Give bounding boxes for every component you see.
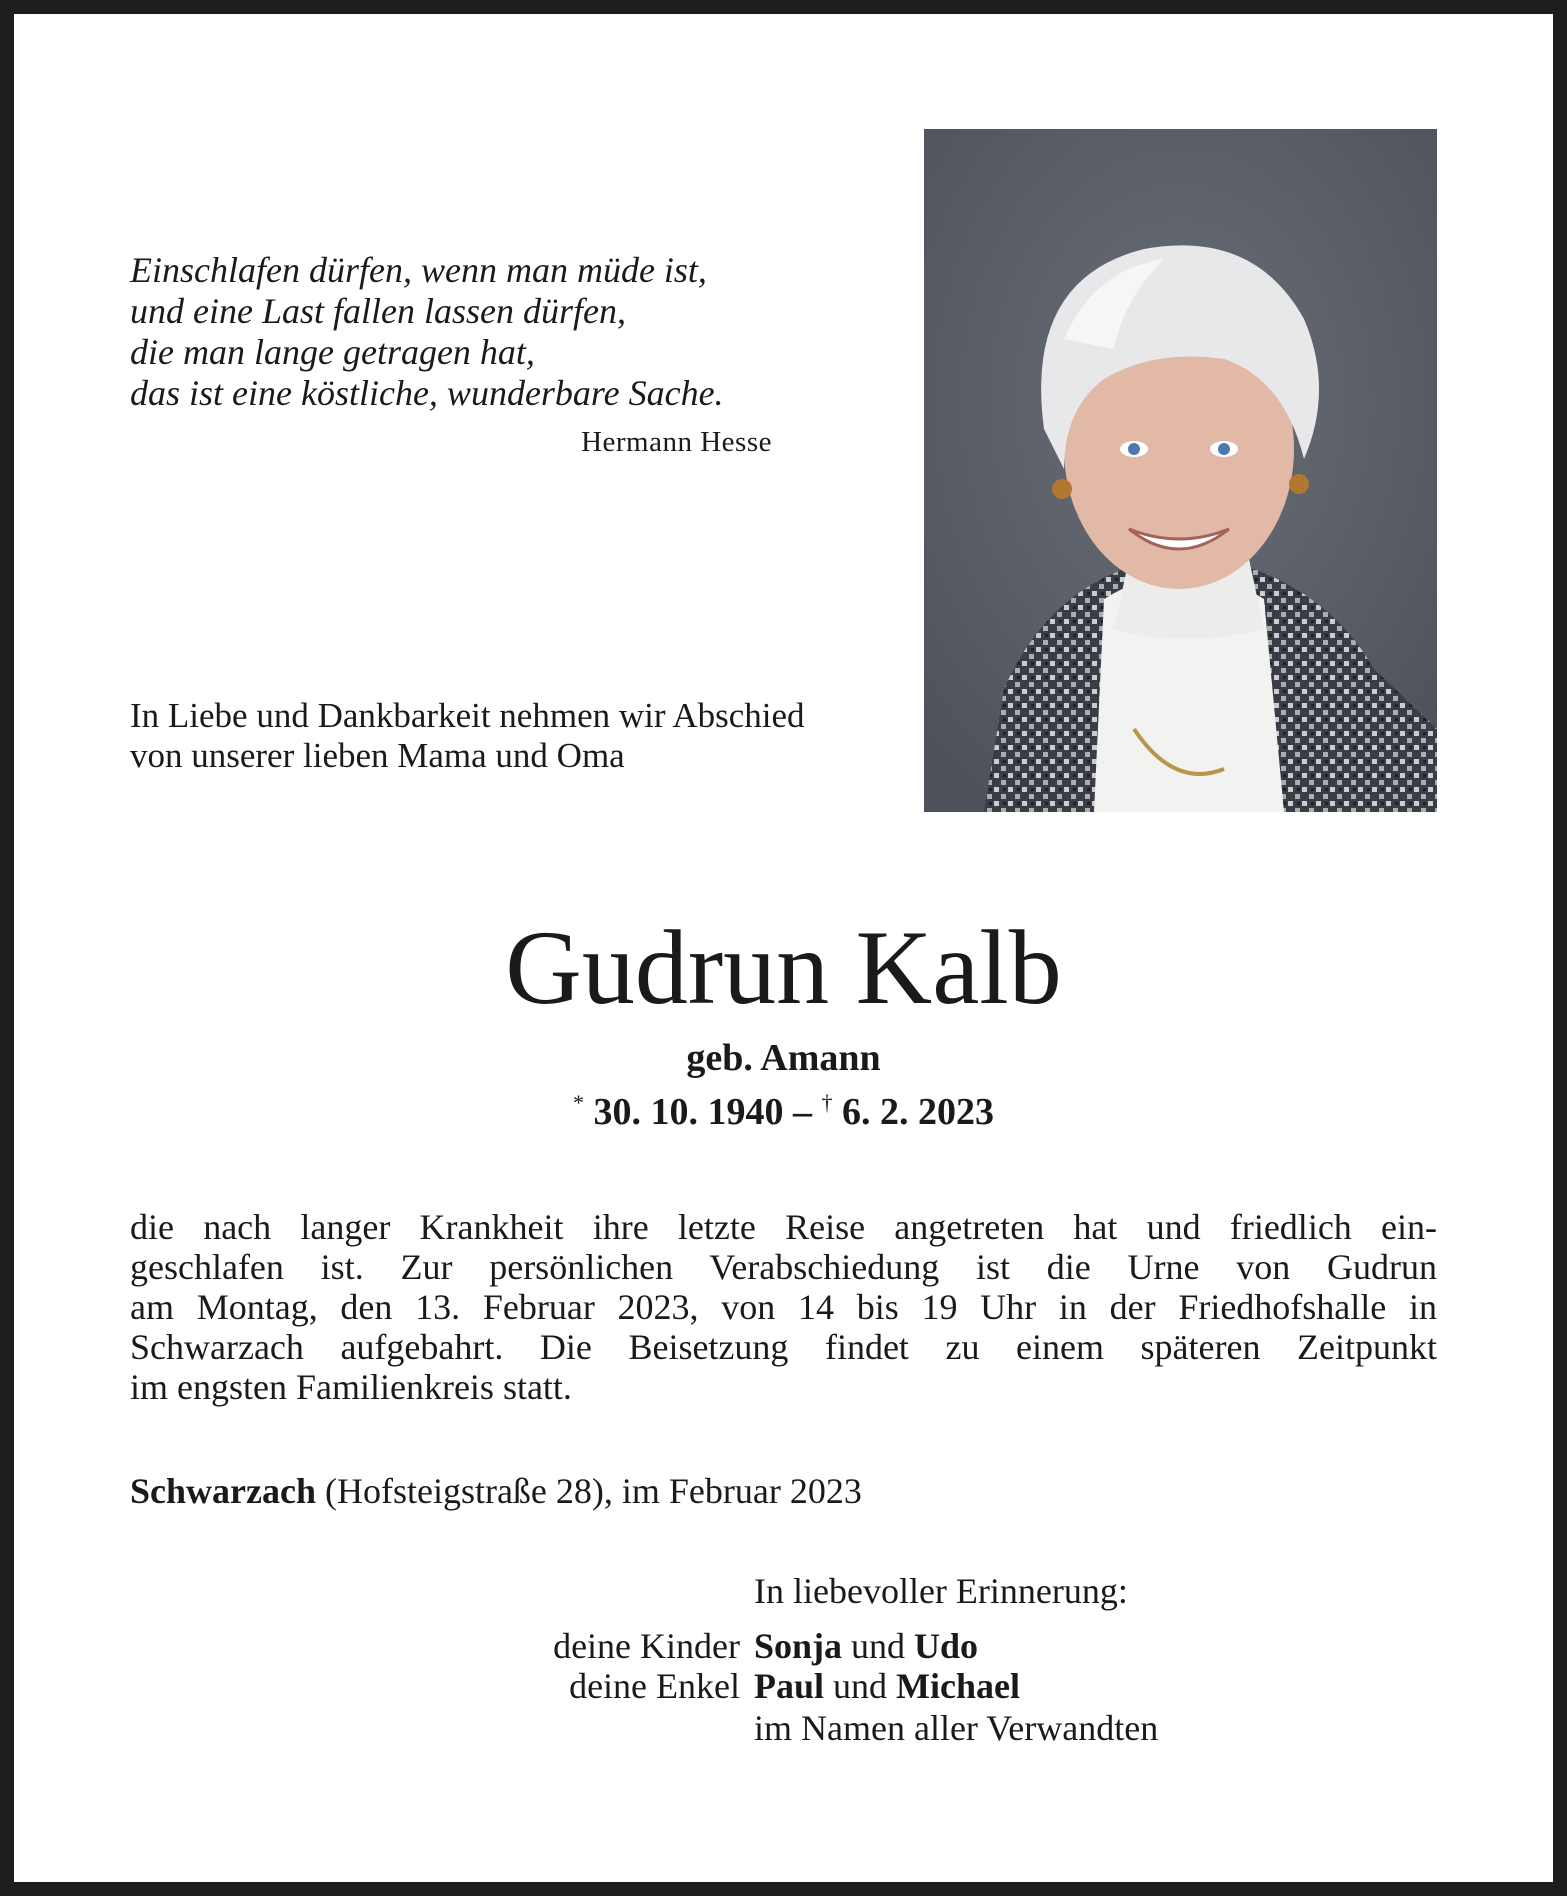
and-word: und: [842, 1626, 915, 1666]
quote-line: und eine Last fallen lassen dürfen,: [130, 291, 626, 331]
quote-line: Einschlafen dürfen, wenn man müde ist,: [130, 250, 707, 290]
body-line: Schwarzach aufgebahrt. Die Beisetzung findet zu einem späteren Zeitpunkt: [130, 1327, 1437, 1367]
children-label: deine Kinder: [553, 1626, 740, 1666]
portrait-photo: [924, 129, 1437, 812]
child-name: Sonja: [754, 1626, 843, 1666]
quote-author: Hermann Hesse: [581, 426, 772, 458]
grandchild-name: Paul: [754, 1666, 825, 1706]
body-line: im engsten Familienkreis statt.: [130, 1367, 572, 1407]
closing-row: [0, 1708, 1567, 1748]
quote-line: die man lange getragen hat,: [130, 332, 535, 372]
children-row: [0, 1626, 1567, 1666]
date-separator: –: [793, 1091, 812, 1133]
birth-symbol: *: [573, 1090, 584, 1115]
portrait-photo-icon: [924, 129, 1437, 812]
deceased-name: Gudrun Kalb: [505, 909, 1062, 1026]
grandchild-name: Michael: [896, 1666, 1020, 1706]
quote-line: das ist eine köstliche, wunderbare Sache.: [130, 373, 724, 413]
death-date: 6. 2. 2023: [842, 1091, 994, 1133]
and-word: und: [824, 1666, 897, 1706]
announcement-text: [130, 1207, 1437, 1407]
place-date-line: [130, 1470, 1230, 1512]
birth-name: geb. Amann: [686, 1037, 881, 1079]
body-line: am Montag, den 13. Februar 2023, von 14 bis 19 Uhr in der Friedhofshalle in: [130, 1287, 1437, 1327]
closing-text: im Namen aller Verwandten: [754, 1708, 1159, 1748]
remembrance-heading: In liebevoller Erinnerung:: [754, 1571, 1128, 1611]
death-symbol: †: [821, 1090, 833, 1115]
intro-text: In Liebe und Dankbarkeit nehmen wir Abschied von unserer lieben Mama und Oma: [130, 696, 805, 775]
place-rest: (Hofsteigstraße 28), im Februar 2023: [315, 1471, 862, 1511]
body-line: die nach langer Krankheit ihre letzte Reise angetreten hat und friedlich ein-: [130, 1207, 1437, 1247]
body-line: geschlafen ist. Zur persönlichen Verabschiedung ist die Urne von Gudrun: [130, 1247, 1437, 1287]
grandchildren-row: [0, 1666, 1567, 1706]
grandchildren-names: [754, 1666, 1020, 1706]
life-dates: [0, 1080, 1567, 1135]
children-names: [754, 1626, 978, 1666]
birth-date: 30. 10. 1940: [593, 1091, 784, 1133]
poem-quote: [130, 250, 790, 414]
place-town: Schwarzach: [130, 1471, 316, 1511]
child-name: Udo: [914, 1626, 979, 1666]
grandchildren-label: deine Enkel: [569, 1666, 740, 1706]
